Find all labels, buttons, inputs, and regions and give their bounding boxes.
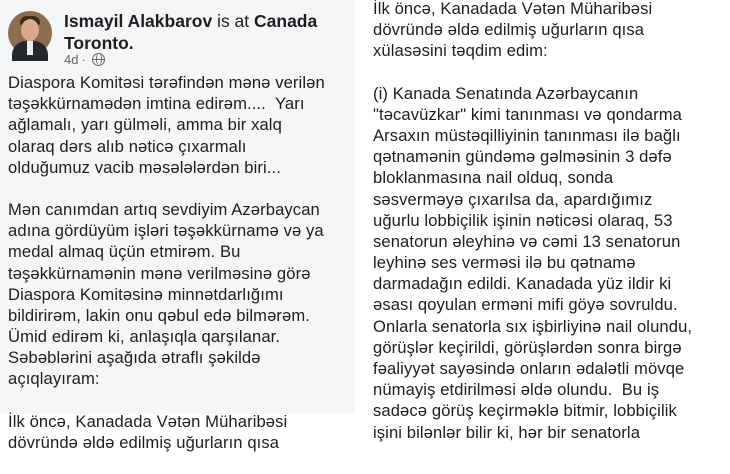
- left-text-line: təşəkkürnamədən imtina edirəm.... Yarı: [8, 94, 305, 114]
- left-paragraph: [8, 72, 353, 178]
- right-text-line: görüşlər keçirildi, görüşlərdən sonra birgə: [373, 337, 682, 357]
- avatar-face: [21, 19, 39, 41]
- right-text-line: Onlarla senatorla sıx işbirliyinə nail olundu,: [373, 316, 693, 336]
- post-time[interactable]: 4d: [64, 52, 79, 67]
- right-text-line: qətnamənin gündəmə gəlməsinin 3 dəfə: [373, 147, 672, 167]
- right-text-line: leyhinə ses verməsi ilə bu qətnamə: [373, 253, 636, 273]
- meta-dot: ·: [81, 52, 86, 67]
- left-paragraph: [8, 411, 353, 453]
- right-text-line: səsverməyə çıxarılsa da, apardığımız: [373, 189, 653, 209]
- left-text-line: bildirirəm, lakin onu qəbul edə bilmərəm.: [8, 305, 311, 325]
- left-text-line: İlk öncə, Kanadada Vətən Müharibəsi: [8, 411, 288, 431]
- left-text-line: Ümid edirəm ki, anlaşıqla qarşılanar.: [8, 327, 281, 347]
- left-text-line: adına gördüyüm işləri təşəkkürnamə və ya: [8, 221, 324, 241]
- left-post-panel: [0, 0, 355, 452]
- avatar-shirt: [27, 41, 33, 55]
- right-text-line: senatorun əleyhinə və cəmi 13 senatorun: [373, 231, 681, 251]
- right-text-line: "təcavüzkar" kimi tanınması və qondarma: [373, 104, 682, 124]
- left-text-line: təşəkkürnamənin mənə verilməsinə görə: [8, 263, 311, 283]
- right-text-line: (i) Kanada Senatında Azərbaycanın: [373, 83, 639, 103]
- panel-divider: [355, 0, 365, 414]
- right-text-line: uğurlu lobbiçilik işinin nəticəsi olaraq, 53: [373, 210, 673, 230]
- left-text-line: dövründə əldə edilmiş uğurların qısa: [8, 432, 280, 452]
- right-paragraph: [373, 0, 728, 62]
- author-name[interactable]: Ismayil Alakbarov: [64, 11, 213, 31]
- right-text-line: işini bilənlər bilir ki, hər bir senatorla: [373, 422, 641, 442]
- left-text-line: olduğumuz vacib məsələlərdən biri...: [8, 157, 281, 177]
- post-meta: [64, 52, 105, 67]
- right-text-line: dövründə əldə edilmiş uğurların qısa: [373, 20, 645, 40]
- left-text-line: medal almaq üçün etmirəm. Bu: [8, 242, 241, 262]
- header-action: is at: [212, 11, 255, 31]
- right-paragraph: [373, 83, 728, 443]
- right-text-line: əsası qoyulan erməni mifi göyə sovruldu.: [373, 295, 678, 315]
- right-text-line: fəaliyyət sayəsində onların ədalətli mövqe: [373, 359, 685, 378]
- right-text-line: İlk öncə, Kanadada Vətən Müharibəsi: [373, 0, 653, 18]
- author-avatar[interactable]: [8, 11, 52, 55]
- left-paragraph: [8, 199, 353, 390]
- right-text-line: bloklanmasına nail olduq, sonda: [373, 168, 614, 188]
- left-text-line: açıqlayıram:: [8, 369, 100, 389]
- globe-icon: [92, 53, 105, 66]
- left-text-line: Diaspora Komitəsi tərəfindən mənə verilən: [8, 73, 325, 92]
- right-text-line: darmadağın edildi. Kanadada yüz ildir ki: [373, 274, 672, 294]
- right-text-line: sadəcə görüş keçirməklə bitmir, lobbiçilik: [373, 401, 677, 421]
- location-line1[interactable]: Canada: [254, 11, 318, 31]
- left-text-line: olaraq dərs alıb nəticə çıxarmalı: [8, 136, 247, 156]
- left-text-line: ağlamalı, yarı gülməli, amma bir xalq: [8, 115, 282, 135]
- right-text-line: nümayiş etdirilməsi əldə olundu. Bu iş: [373, 380, 660, 400]
- left-text-line: Səbəblərini aşağıda ətraflı şəkildə: [8, 348, 261, 368]
- left-text-line: Mən canımdan artıq sevdiyim Azərbaycan: [8, 199, 320, 219]
- post-header: [64, 10, 317, 32]
- right-text-line: Arsaxın müstəqilliyinin tanınması ilə bağlı: [373, 125, 681, 145]
- right-post-body: [373, 0, 728, 464]
- right-text-line: xülasəsini təqdim edim:: [373, 41, 548, 61]
- location-line2[interactable]: Toronto.: [64, 33, 134, 53]
- left-text-line: Diaspora Komitəsinə minnətdarlığımı: [8, 284, 284, 304]
- left-post-body: [8, 72, 353, 474]
